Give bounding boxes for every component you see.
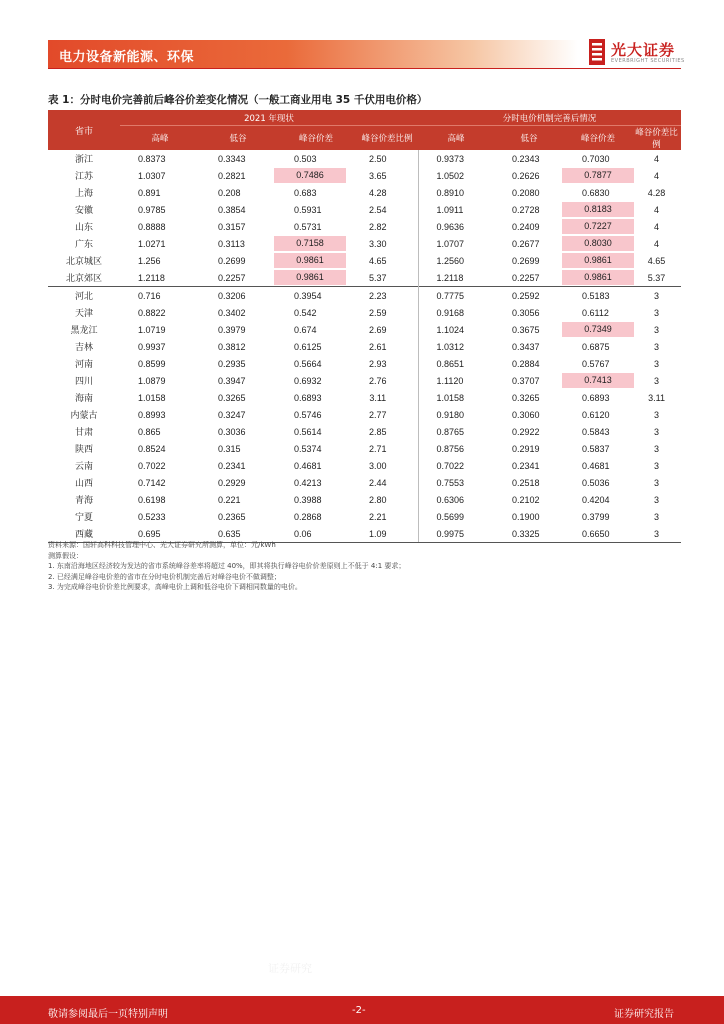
table-row bbox=[48, 150, 681, 167]
section-title: 电力设备新能源、环保 bbox=[59, 50, 195, 65]
value-cell: 2.54 bbox=[369, 204, 387, 215]
province-cell: 北京郊区 bbox=[65, 274, 102, 284]
value-cell: 0.5843 bbox=[582, 426, 610, 437]
province-cell: 广东 bbox=[74, 240, 93, 250]
header-col: 高峰 bbox=[120, 126, 200, 151]
province-cell: 陕西 bbox=[74, 445, 93, 455]
value-cell: 0.8599 bbox=[138, 358, 166, 369]
value-cell: 3 bbox=[654, 375, 660, 386]
value-cell: 2.23 bbox=[356, 287, 418, 305]
value-cell: 0.8910 bbox=[418, 184, 494, 201]
value-cell: 0.3113 bbox=[218, 238, 245, 249]
assumption-label: 测算假设： bbox=[48, 551, 83, 560]
value-cell: 1.2560 bbox=[418, 252, 494, 269]
value-cell: 0.4204 bbox=[582, 494, 610, 505]
value-cell: 1.0707 bbox=[418, 235, 494, 252]
province-cell: 山东 bbox=[74, 223, 93, 233]
table-row bbox=[48, 423, 681, 440]
value-cell: 0.5233 bbox=[138, 511, 166, 522]
value-cell: 0.3247 bbox=[218, 409, 246, 420]
value-cell: 0.2626 bbox=[512, 170, 540, 181]
value-cell: 0.3265 bbox=[218, 392, 246, 403]
value-cell: 2.76 bbox=[369, 375, 387, 386]
value-cell: 0.6650 bbox=[564, 525, 632, 543]
header-subrow bbox=[48, 126, 681, 151]
value-cell bbox=[564, 235, 632, 252]
value-cell: 0.7775 bbox=[418, 287, 494, 305]
value-cell: 0.5767 bbox=[582, 358, 610, 369]
value-cell: 4.28 bbox=[369, 187, 387, 198]
value-cell: 0.7142 bbox=[138, 477, 166, 488]
highlighted-value: 0.9861 bbox=[562, 270, 634, 285]
province-cell: 安徽 bbox=[74, 206, 93, 216]
value-cell: 0.3060 bbox=[512, 409, 540, 420]
value-cell: 3.65 bbox=[369, 170, 387, 181]
value-cell: 0.5614 bbox=[294, 426, 322, 437]
value-cell: 4 bbox=[654, 153, 660, 164]
value-cell: 0.2699 bbox=[218, 255, 246, 266]
value-cell: 0.542 bbox=[294, 307, 317, 318]
header-col: 峰谷价差 bbox=[276, 126, 356, 151]
value-cell: 0.635 bbox=[200, 525, 276, 543]
value-cell: 0.9636 bbox=[418, 218, 494, 235]
value-cell: 0.3799 bbox=[582, 511, 610, 522]
price-table bbox=[48, 110, 681, 543]
highlighted-value: 0.9861 bbox=[562, 253, 634, 268]
assumption-1: 1. 东南沿海地区经济较为发达的省市系统峰谷差率将超过 40%，即其将执行峰谷电价价差原则上不低于 4:1 要求； bbox=[48, 562, 406, 570]
value-cell: 0.2677 bbox=[512, 238, 540, 249]
value-cell: 0.2409 bbox=[512, 221, 540, 232]
value-cell: 0.2341 bbox=[512, 460, 540, 471]
value-cell: 3.00 bbox=[369, 460, 387, 471]
value-cell: 2.85 bbox=[369, 426, 387, 437]
value-cell: 0.221 bbox=[218, 494, 241, 505]
value-cell bbox=[564, 269, 632, 287]
table-row bbox=[48, 440, 681, 457]
value-cell: 1.2118 bbox=[418, 269, 494, 287]
table-row bbox=[48, 287, 681, 305]
province-cell: 黑龙江 bbox=[70, 326, 98, 336]
value-cell: 0.7022 bbox=[418, 457, 494, 474]
value-cell: 0.2102 bbox=[512, 494, 540, 505]
value-cell: 0.6198 bbox=[138, 494, 166, 505]
province-cell: 河北 bbox=[48, 287, 120, 305]
value-cell: 1.0271 bbox=[138, 238, 166, 249]
value-cell: 3 bbox=[654, 477, 660, 488]
value-cell bbox=[276, 235, 356, 252]
value-cell: 3 bbox=[654, 511, 660, 522]
table-row bbox=[48, 235, 681, 252]
value-cell: 4 bbox=[654, 221, 660, 232]
value-cell bbox=[564, 321, 632, 338]
province-cell: 海南 bbox=[74, 394, 93, 404]
value-cell: 1.0879 bbox=[138, 375, 166, 386]
province-cell: 吉林 bbox=[74, 343, 93, 353]
value-cell: 0.5183 bbox=[564, 287, 632, 305]
header-col: 峰谷价差 bbox=[564, 126, 632, 151]
table-row bbox=[48, 338, 681, 355]
value-cell: 0.315 bbox=[218, 443, 241, 454]
value-cell: 0.2592 bbox=[494, 287, 564, 305]
value-cell: 1.0307 bbox=[138, 170, 166, 181]
value-cell: 4 bbox=[654, 238, 660, 249]
value-cell: 0.3979 bbox=[218, 324, 246, 335]
value-cell: 3 bbox=[654, 460, 660, 471]
value-cell: 2.44 bbox=[369, 477, 387, 488]
value-cell: 4 bbox=[654, 170, 660, 181]
header-province: 省市 bbox=[48, 110, 120, 150]
value-cell: 4 bbox=[654, 204, 660, 215]
table-title: 表 1：分时电价完善前后峰谷价差变化情况（一般工商业用电 35 千伏用电价格） bbox=[48, 94, 428, 106]
value-cell: 2.50 bbox=[369, 153, 387, 164]
value-cell: 0.3265 bbox=[512, 392, 540, 403]
table-row bbox=[48, 184, 681, 201]
value-cell: 1.0158 bbox=[418, 389, 494, 406]
footer-report-type: 证券研究报告 bbox=[614, 1009, 674, 1020]
value-cell: 0.3812 bbox=[218, 341, 246, 352]
value-cell: 0.6893 bbox=[582, 392, 610, 403]
value-cell: 0.2922 bbox=[512, 426, 540, 437]
value-cell: 0.716 bbox=[120, 287, 200, 305]
value-cell: 1.09 bbox=[356, 525, 418, 543]
highlighted-value: 0.7349 bbox=[562, 322, 634, 337]
value-cell bbox=[276, 167, 356, 184]
value-cell: 0.5374 bbox=[294, 443, 322, 454]
header-col: 峰谷价差比例 bbox=[632, 126, 681, 151]
value-cell: 2.61 bbox=[369, 341, 387, 352]
table-row bbox=[48, 201, 681, 218]
province-cell: 内蒙古 bbox=[70, 411, 98, 421]
table-row bbox=[48, 218, 681, 235]
value-cell: 0.3206 bbox=[200, 287, 276, 305]
value-cell: 0.6306 bbox=[418, 491, 494, 508]
value-cell: 2.80 bbox=[369, 494, 387, 505]
notes bbox=[48, 540, 405, 593]
value-cell: 4.28 bbox=[647, 187, 666, 198]
province-cell: 四川 bbox=[74, 377, 93, 387]
value-cell: 0.06 bbox=[276, 525, 356, 543]
watermark: 证券研究 bbox=[268, 962, 312, 975]
value-cell: 0.8822 bbox=[138, 307, 166, 318]
province-cell: 云南 bbox=[74, 462, 93, 472]
table-row bbox=[48, 269, 681, 287]
value-cell: 0.5746 bbox=[294, 409, 322, 420]
value-cell: 0.9180 bbox=[418, 406, 494, 423]
province-cell: 宁夏 bbox=[74, 513, 93, 523]
highlighted-value: 0.7486 bbox=[274, 168, 346, 183]
value-cell: 0.9975 bbox=[418, 525, 494, 543]
value-cell: 0.2929 bbox=[218, 477, 246, 488]
highlighted-value: 0.7413 bbox=[562, 373, 634, 388]
table-row bbox=[48, 355, 681, 372]
value-cell: 0.2341 bbox=[218, 460, 246, 471]
brand-logo bbox=[589, 38, 689, 70]
value-cell: 0.2699 bbox=[512, 255, 540, 266]
value-cell: 3 bbox=[654, 494, 660, 505]
value-cell: 0.5837 bbox=[582, 443, 610, 454]
value-cell: 0.5931 bbox=[294, 204, 322, 215]
value-cell: 0.2080 bbox=[512, 187, 540, 198]
highlighted-value: 0.8183 bbox=[562, 202, 634, 217]
value-cell: 0.208 bbox=[218, 187, 241, 198]
province-cell: 甘肃 bbox=[74, 428, 93, 438]
province-cell: 西藏 bbox=[48, 525, 120, 543]
table-row bbox=[48, 304, 681, 321]
value-cell: 1.1024 bbox=[418, 321, 494, 338]
header-rule bbox=[48, 68, 681, 69]
value-cell: 0.5664 bbox=[294, 358, 322, 369]
value-cell: 0.8373 bbox=[138, 153, 166, 164]
table-row bbox=[48, 252, 681, 269]
value-cell: 0.503 bbox=[294, 153, 317, 164]
value-cell: 0.8651 bbox=[418, 355, 494, 372]
highlighted-value: 0.9861 bbox=[274, 270, 346, 285]
value-cell: 0.6120 bbox=[582, 409, 610, 420]
value-cell: 0.8524 bbox=[138, 443, 166, 454]
value-cell: 1.0312 bbox=[418, 338, 494, 355]
value-cell: 0.6125 bbox=[294, 341, 322, 352]
value-cell bbox=[564, 201, 632, 218]
header-col: 峰谷价差比例 bbox=[356, 126, 418, 151]
value-cell: 1.1120 bbox=[418, 372, 494, 389]
value-cell: 0.2868 bbox=[294, 511, 322, 522]
value-cell: 0.3947 bbox=[218, 375, 246, 386]
header-col: 低谷 bbox=[494, 126, 564, 151]
province-cell: 北京城区 bbox=[65, 257, 102, 267]
value-cell: 0.3675 bbox=[512, 324, 540, 335]
value-cell: 0.891 bbox=[138, 187, 161, 198]
value-cell: 1.0502 bbox=[418, 167, 494, 184]
table-row bbox=[48, 372, 681, 389]
value-cell: 0.2728 bbox=[512, 204, 540, 215]
value-cell: 3 bbox=[632, 525, 681, 543]
value-cell: 0.6893 bbox=[294, 392, 322, 403]
value-cell: 0.3157 bbox=[218, 221, 246, 232]
table-row bbox=[48, 508, 681, 525]
value-cell bbox=[564, 372, 632, 389]
province-cell: 青海 bbox=[74, 496, 93, 506]
value-cell: 0.3036 bbox=[218, 426, 246, 437]
value-cell: 0.6875 bbox=[582, 341, 610, 352]
table-row bbox=[48, 406, 681, 423]
value-cell: 0.2884 bbox=[512, 358, 540, 369]
value-cell: 0.5036 bbox=[582, 477, 610, 488]
value-cell: 0.4681 bbox=[582, 460, 610, 471]
value-cell: 1.256 bbox=[138, 255, 161, 266]
table-row bbox=[48, 474, 681, 491]
highlighted-value: 0.7877 bbox=[562, 168, 634, 183]
value-cell: 0.7030 bbox=[582, 153, 610, 164]
table-row bbox=[48, 491, 681, 508]
highlighted-value: 0.8030 bbox=[562, 236, 634, 251]
value-cell: 0.674 bbox=[294, 324, 317, 335]
value-cell: 0.7553 bbox=[418, 474, 494, 491]
province-cell: 浙江 bbox=[74, 155, 93, 165]
value-cell bbox=[564, 252, 632, 269]
value-cell: 0.8993 bbox=[138, 409, 166, 420]
value-cell: 0.3854 bbox=[218, 204, 246, 215]
value-cell: 1.0158 bbox=[138, 392, 166, 403]
value-cell: 0.695 bbox=[120, 525, 200, 543]
value-cell: 0.2935 bbox=[218, 358, 246, 369]
page-number: -2- bbox=[352, 1005, 366, 1016]
value-cell: 2.93 bbox=[369, 358, 387, 369]
value-cell: 5.37 bbox=[647, 272, 666, 283]
value-cell: 0.3988 bbox=[294, 494, 322, 505]
value-cell: 0.683 bbox=[294, 187, 317, 198]
value-cell: 0.2518 bbox=[512, 477, 540, 488]
value-cell: 0.6932 bbox=[294, 375, 322, 386]
value-cell bbox=[564, 167, 632, 184]
value-cell: 0.3402 bbox=[218, 307, 246, 318]
value-cell: 0.2919 bbox=[512, 443, 540, 454]
header-col: 高峰 bbox=[418, 126, 494, 151]
logo-name: 光大证券 bbox=[611, 41, 676, 59]
value-cell: 0.8756 bbox=[418, 440, 494, 457]
logo-mark-icon bbox=[589, 39, 605, 65]
value-cell: 0.3056 bbox=[512, 307, 540, 318]
value-cell: 0.865 bbox=[138, 426, 161, 437]
logo-english: EVERBRIGHT SECURITIES bbox=[611, 58, 685, 64]
value-cell: 0.2343 bbox=[512, 153, 540, 164]
value-cell: 0.3325 bbox=[494, 525, 564, 543]
source-note: 资料来源：国轩高科科技管理中心、光大证券研究所测算，单位：元/kWh bbox=[48, 541, 276, 549]
header-group-2021: 2021 年现状 bbox=[120, 110, 418, 126]
header-group-improved: 分时电价机制完善后情况 bbox=[418, 110, 681, 126]
value-cell: 5.37 bbox=[369, 272, 387, 283]
value-cell: 4.65 bbox=[647, 255, 666, 266]
footer-disclaimer: 敬请参阅最后一页特别声明 bbox=[48, 1009, 168, 1020]
value-cell: 0.8765 bbox=[418, 423, 494, 440]
value-cell: 2.82 bbox=[369, 221, 387, 232]
table-row bbox=[48, 389, 681, 406]
value-cell: 0.4681 bbox=[294, 460, 322, 471]
value-cell: 3 bbox=[654, 426, 660, 437]
highlighted-value: 0.7227 bbox=[562, 219, 634, 234]
value-cell: 0.5699 bbox=[418, 508, 494, 525]
value-cell: 1.0911 bbox=[418, 201, 494, 218]
value-cell: 4.65 bbox=[369, 255, 387, 266]
highlighted-value: 0.9861 bbox=[274, 253, 346, 268]
value-cell: 1.2118 bbox=[138, 272, 165, 283]
value-cell: 0.6830 bbox=[582, 187, 610, 198]
province-cell: 山西 bbox=[74, 479, 93, 489]
value-cell: 0.9785 bbox=[138, 204, 166, 215]
value-cell: 3 bbox=[654, 409, 660, 420]
value-cell: 0.2257 bbox=[512, 272, 540, 283]
value-cell: 0.1900 bbox=[512, 511, 540, 522]
value-cell: 3 bbox=[654, 443, 660, 454]
province-cell: 天津 bbox=[74, 309, 93, 319]
value-cell bbox=[276, 269, 356, 287]
assumption-3: 3. 为完成峰谷电价价差比例要求，高峰电价上调和低谷电价下调相同数量的电价。 bbox=[48, 583, 302, 591]
value-cell: 0.5731 bbox=[294, 221, 322, 232]
value-cell: 2.69 bbox=[369, 324, 387, 335]
value-cell: 3.11 bbox=[369, 392, 387, 403]
value-cell: 0.3954 bbox=[276, 287, 356, 305]
value-cell: 0.3437 bbox=[512, 341, 540, 352]
value-cell: 3 bbox=[632, 287, 681, 305]
value-cell bbox=[564, 218, 632, 235]
value-cell: 3 bbox=[654, 307, 660, 318]
value-cell: 0.6112 bbox=[582, 307, 609, 318]
value-cell: 1.0719 bbox=[138, 324, 166, 335]
value-cell: 0.8888 bbox=[138, 221, 166, 232]
header-col: 低谷 bbox=[200, 126, 276, 151]
value-cell: 0.7022 bbox=[138, 460, 166, 471]
value-cell: 0.3707 bbox=[512, 375, 540, 386]
value-cell: 3 bbox=[654, 324, 660, 335]
value-cell: 0.9373 bbox=[418, 150, 494, 167]
highlighted-value: 0.7158 bbox=[274, 236, 346, 251]
value-cell bbox=[276, 252, 356, 269]
value-cell: 2.21 bbox=[369, 511, 387, 522]
value-cell: 3.11 bbox=[648, 392, 665, 403]
assumption-2: 2. 已经满足峰谷电价差的省市在分时电价机制完善后对峰谷电价不做调整； bbox=[48, 572, 281, 581]
value-cell: 0.9168 bbox=[418, 304, 494, 321]
value-cell: 3 bbox=[654, 341, 660, 352]
table-body bbox=[48, 150, 681, 543]
value-cell: 3 bbox=[654, 358, 660, 369]
value-cell: 3.30 bbox=[369, 238, 387, 249]
table-row bbox=[48, 457, 681, 474]
value-cell: 0.2257 bbox=[218, 272, 246, 283]
table-row bbox=[48, 321, 681, 338]
province-cell: 上海 bbox=[74, 189, 93, 199]
value-cell: 0.3343 bbox=[218, 153, 246, 164]
value-cell: 0.4213 bbox=[294, 477, 322, 488]
value-cell: 0.9937 bbox=[138, 341, 166, 352]
value-cell: 0.2821 bbox=[218, 170, 246, 181]
value-cell: 2.71 bbox=[369, 443, 387, 454]
province-cell: 江苏 bbox=[74, 172, 93, 182]
table-row bbox=[48, 167, 681, 184]
value-cell: 0.2365 bbox=[218, 511, 246, 522]
province-cell: 河南 bbox=[74, 360, 93, 370]
value-cell: 2.59 bbox=[369, 307, 387, 318]
value-cell: 2.77 bbox=[369, 409, 387, 420]
